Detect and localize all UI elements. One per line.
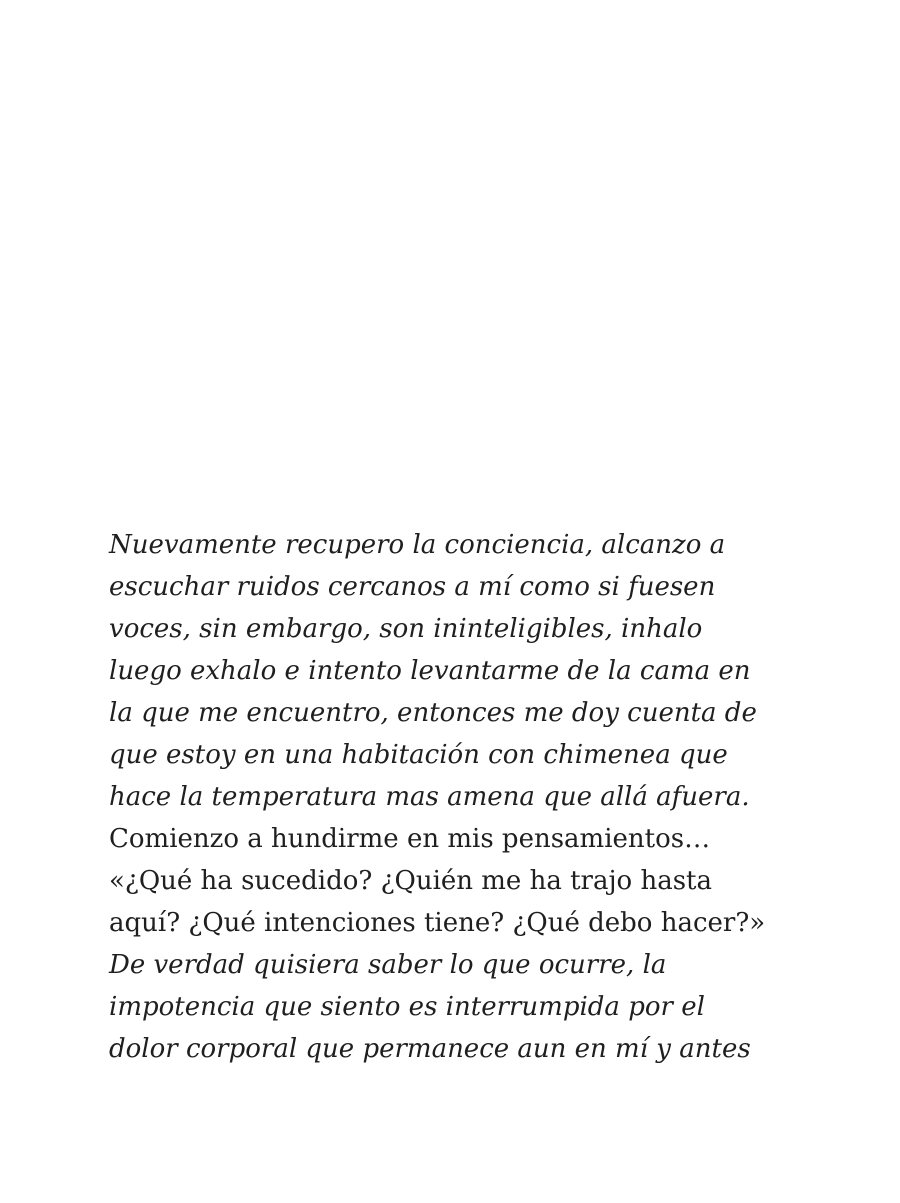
text-line-4: luego exhalo e intento levantarme de la cama en [109,656,751,686]
text-line-2: escuchar ruidos cercanos a mí como si fuesen [109,572,716,602]
text-line-5: la que me encuentro, entonces me doy cuenta de [109,698,757,728]
text-line-7: hace la temperatura mas amena que allá afuera. [109,782,750,812]
text-line-1: Nuevamente recupero la conciencia, alcanzo a [109,530,726,560]
text-line-8: Comienzo a hundirme en mis pensamientos… [109,824,711,854]
text-line-9: «¿Qué ha sucedido? ¿Quién me ha trajo hasta [109,866,712,896]
text-line-13: dolor corporal que permanece aun en mí y antes [109,1034,751,1064]
text-line-3: voces, sin embargo, son ininteligibles, inhalo [109,614,703,644]
text-line-12: impotencia que siento es interrumpida por el [109,992,705,1022]
text-line-11: De verdad quisiera saber lo que ocurre, la [109,950,667,980]
text-line-6: que estoy en una habitación con chimenea que [109,740,728,770]
body-text [109,524,809,1070]
text-line-10: aquí? ¿Qué intenciones tiene? ¿Qué debo hacer?» [109,908,766,938]
